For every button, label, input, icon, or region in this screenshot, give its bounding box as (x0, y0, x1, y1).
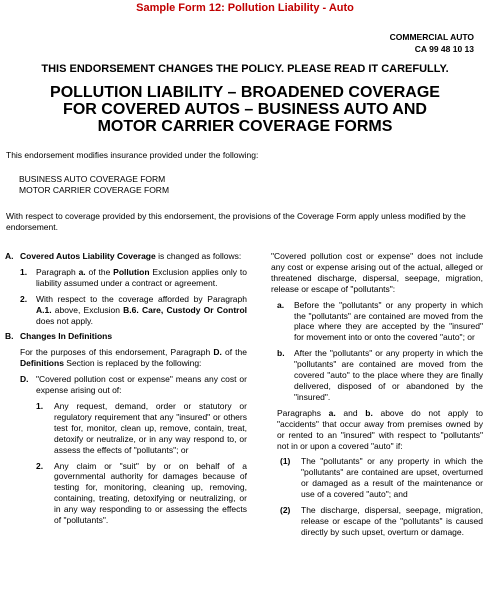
item-a1-text (36, 267, 247, 289)
section-b (5, 331, 247, 342)
definition-d (20, 374, 247, 396)
text-part: Paragraph (36, 266, 79, 277)
endorsement-notice: THIS ENDORSEMENT CHANGES THE POLICY. PLEASE READ IT CAREFULLY. (41, 63, 449, 75)
text-bold: a. (78, 266, 86, 277)
text-part: above, Exclusion (51, 304, 124, 315)
section-b-heading (20, 331, 247, 342)
text-bold: Pollution (113, 266, 150, 277)
forms-list (19, 174, 169, 196)
definition-d1-text: Any request, demand, order or statutory or regulatory requirement that any "insured" or others test for, monitor, clean up, remove, contain, treat, detoxify or neutralize, or in any way respond to, or assess the effects of "pollutants"; or (54, 400, 247, 455)
definition-d1-label: 1. (36, 400, 44, 411)
text-part: above do not apply to "accidents" that occur away from premises owned by or rented to an "insured" with respect to "pollutants" not in or upon a covered "auto" if: (277, 407, 484, 451)
item-a2 (20, 294, 247, 327)
text-part: does not apply. (36, 315, 94, 326)
text-bold: Definitions (20, 358, 64, 369)
condition-1-label: (1) (280, 456, 291, 467)
definition-d2 (36, 461, 247, 526)
intro-text: This endorsement modifies insurance provided under the following: (6, 150, 259, 160)
text-part: For the purposes of this endorsement, Paragraph (20, 347, 214, 358)
exception-a-label: a. (277, 299, 285, 310)
item-a2-label: 2. (20, 293, 28, 304)
form-number: CA 99 48 10 13 (414, 44, 474, 54)
respect-text: With respect to coverage provided by this endorsement, the provisions of the Coverage Form apply unless modified by the endorsement. (6, 211, 466, 232)
text-part: of the (85, 266, 114, 277)
section-a-heading: Covered Autos Liability Coverage (20, 251, 156, 261)
form-list-item: BUSINESS AUTO COVERAGE FORM (19, 174, 166, 184)
exception-a (277, 300, 483, 344)
definition-d2-text: Any claim or "suit" by or on behalf of a governmental authority for damages because of testing for, monitoring, cleaning up, removing, containing, treating, detoxifying or neutralizing, or in any way responding to or assessing the effects of "pollutants". (54, 460, 247, 526)
title-line-1: POLLUTION LIABILITY – BROADENED COVERAGE (50, 84, 440, 101)
left-column (5, 251, 247, 531)
title-line-2: FOR COVERED AUTOS – BUSINESS AUTO AND (63, 101, 427, 118)
definition-d2-label: 2. (36, 460, 44, 471)
definition-d-text: "Covered pollution cost or expense" means any cost or expense arising out of: (36, 374, 247, 396)
text-part: Section is replaced by the following: (63, 358, 202, 369)
endorsement-title (10, 84, 480, 135)
exception-b-text: After the "pollutants" or any property in which the "pollutants" are contained are moved from the covered "auto" to the place where they are finally delivered, disposed of or abandoned by the "insured". (294, 348, 483, 402)
condition-2 (280, 505, 483, 538)
section-a-rest: is changed as follows: (155, 251, 242, 261)
section-b-heading-text: Changes In Definitions (20, 331, 113, 342)
section-b-label: B. (5, 331, 14, 342)
text-bold: D. (213, 347, 222, 358)
item-a1-label: 1. (20, 266, 28, 277)
definition-d1 (36, 401, 247, 456)
right-intro: "Covered pollution cost or expense" does not include any cost or expense arising out of the actual, alleged or threatened discharge, dispersal, seepage, migration, release or escape of "pollutants": (271, 251, 483, 294)
text-bold: a. (328, 407, 336, 418)
title-line-3: MOTOR CARRIER COVERAGE FORMS (97, 118, 393, 135)
right-paragraph (277, 408, 483, 452)
text-part: of the (221, 347, 247, 358)
right-column (271, 251, 483, 543)
text-part: Exclusion applies only to liability assumed under a contract or agreement. (36, 266, 247, 288)
section-b-paragraph (20, 347, 247, 369)
exception-b (277, 348, 483, 403)
section-a-label: A. (5, 251, 14, 261)
text-bold: A.1. (36, 304, 52, 315)
condition-1-text: The "pollutants" or any property in which the "pollutants" are contained are upset, overturned or damaged as a result of the maintenance or use of a covered "auto"; and (301, 456, 483, 500)
text-bold: b. (365, 407, 373, 418)
exception-b-label: b. (277, 348, 285, 359)
form-line: COMMERCIAL AUTO (389, 32, 474, 42)
text-part: Paragraphs (277, 407, 329, 418)
text-bold: B.6. Care, Custody Or Control (123, 304, 248, 315)
form-code (390, 31, 474, 55)
text-part: With respect to the coverage afforded by Paragraph (36, 293, 247, 304)
item-a2-text (36, 294, 247, 327)
section-a-text (20, 251, 247, 262)
form-list-item: MOTOR CARRIER COVERAGE FORM (19, 185, 170, 195)
exception-a-text: Before the "pollutants" or any property in which the "pollutants" are contained are moved from the place where they are accepted by the "insured" for movement into or onto the covered "auto"; or (294, 299, 483, 343)
sample-form-title: Sample Form 12: Pollution Liability - Auto (136, 2, 354, 14)
section-a (5, 251, 247, 262)
condition-2-text: The discharge, dispersal, seepage, migration, release or escape of the "pollutants" is caused directly by such upset, overturn or damage. (301, 505, 483, 537)
item-a1 (20, 267, 247, 289)
condition-1 (280, 456, 483, 500)
condition-2-label: (2) (280, 505, 291, 516)
text-part: and (335, 407, 366, 418)
definition-d-label: D. (20, 374, 29, 385)
